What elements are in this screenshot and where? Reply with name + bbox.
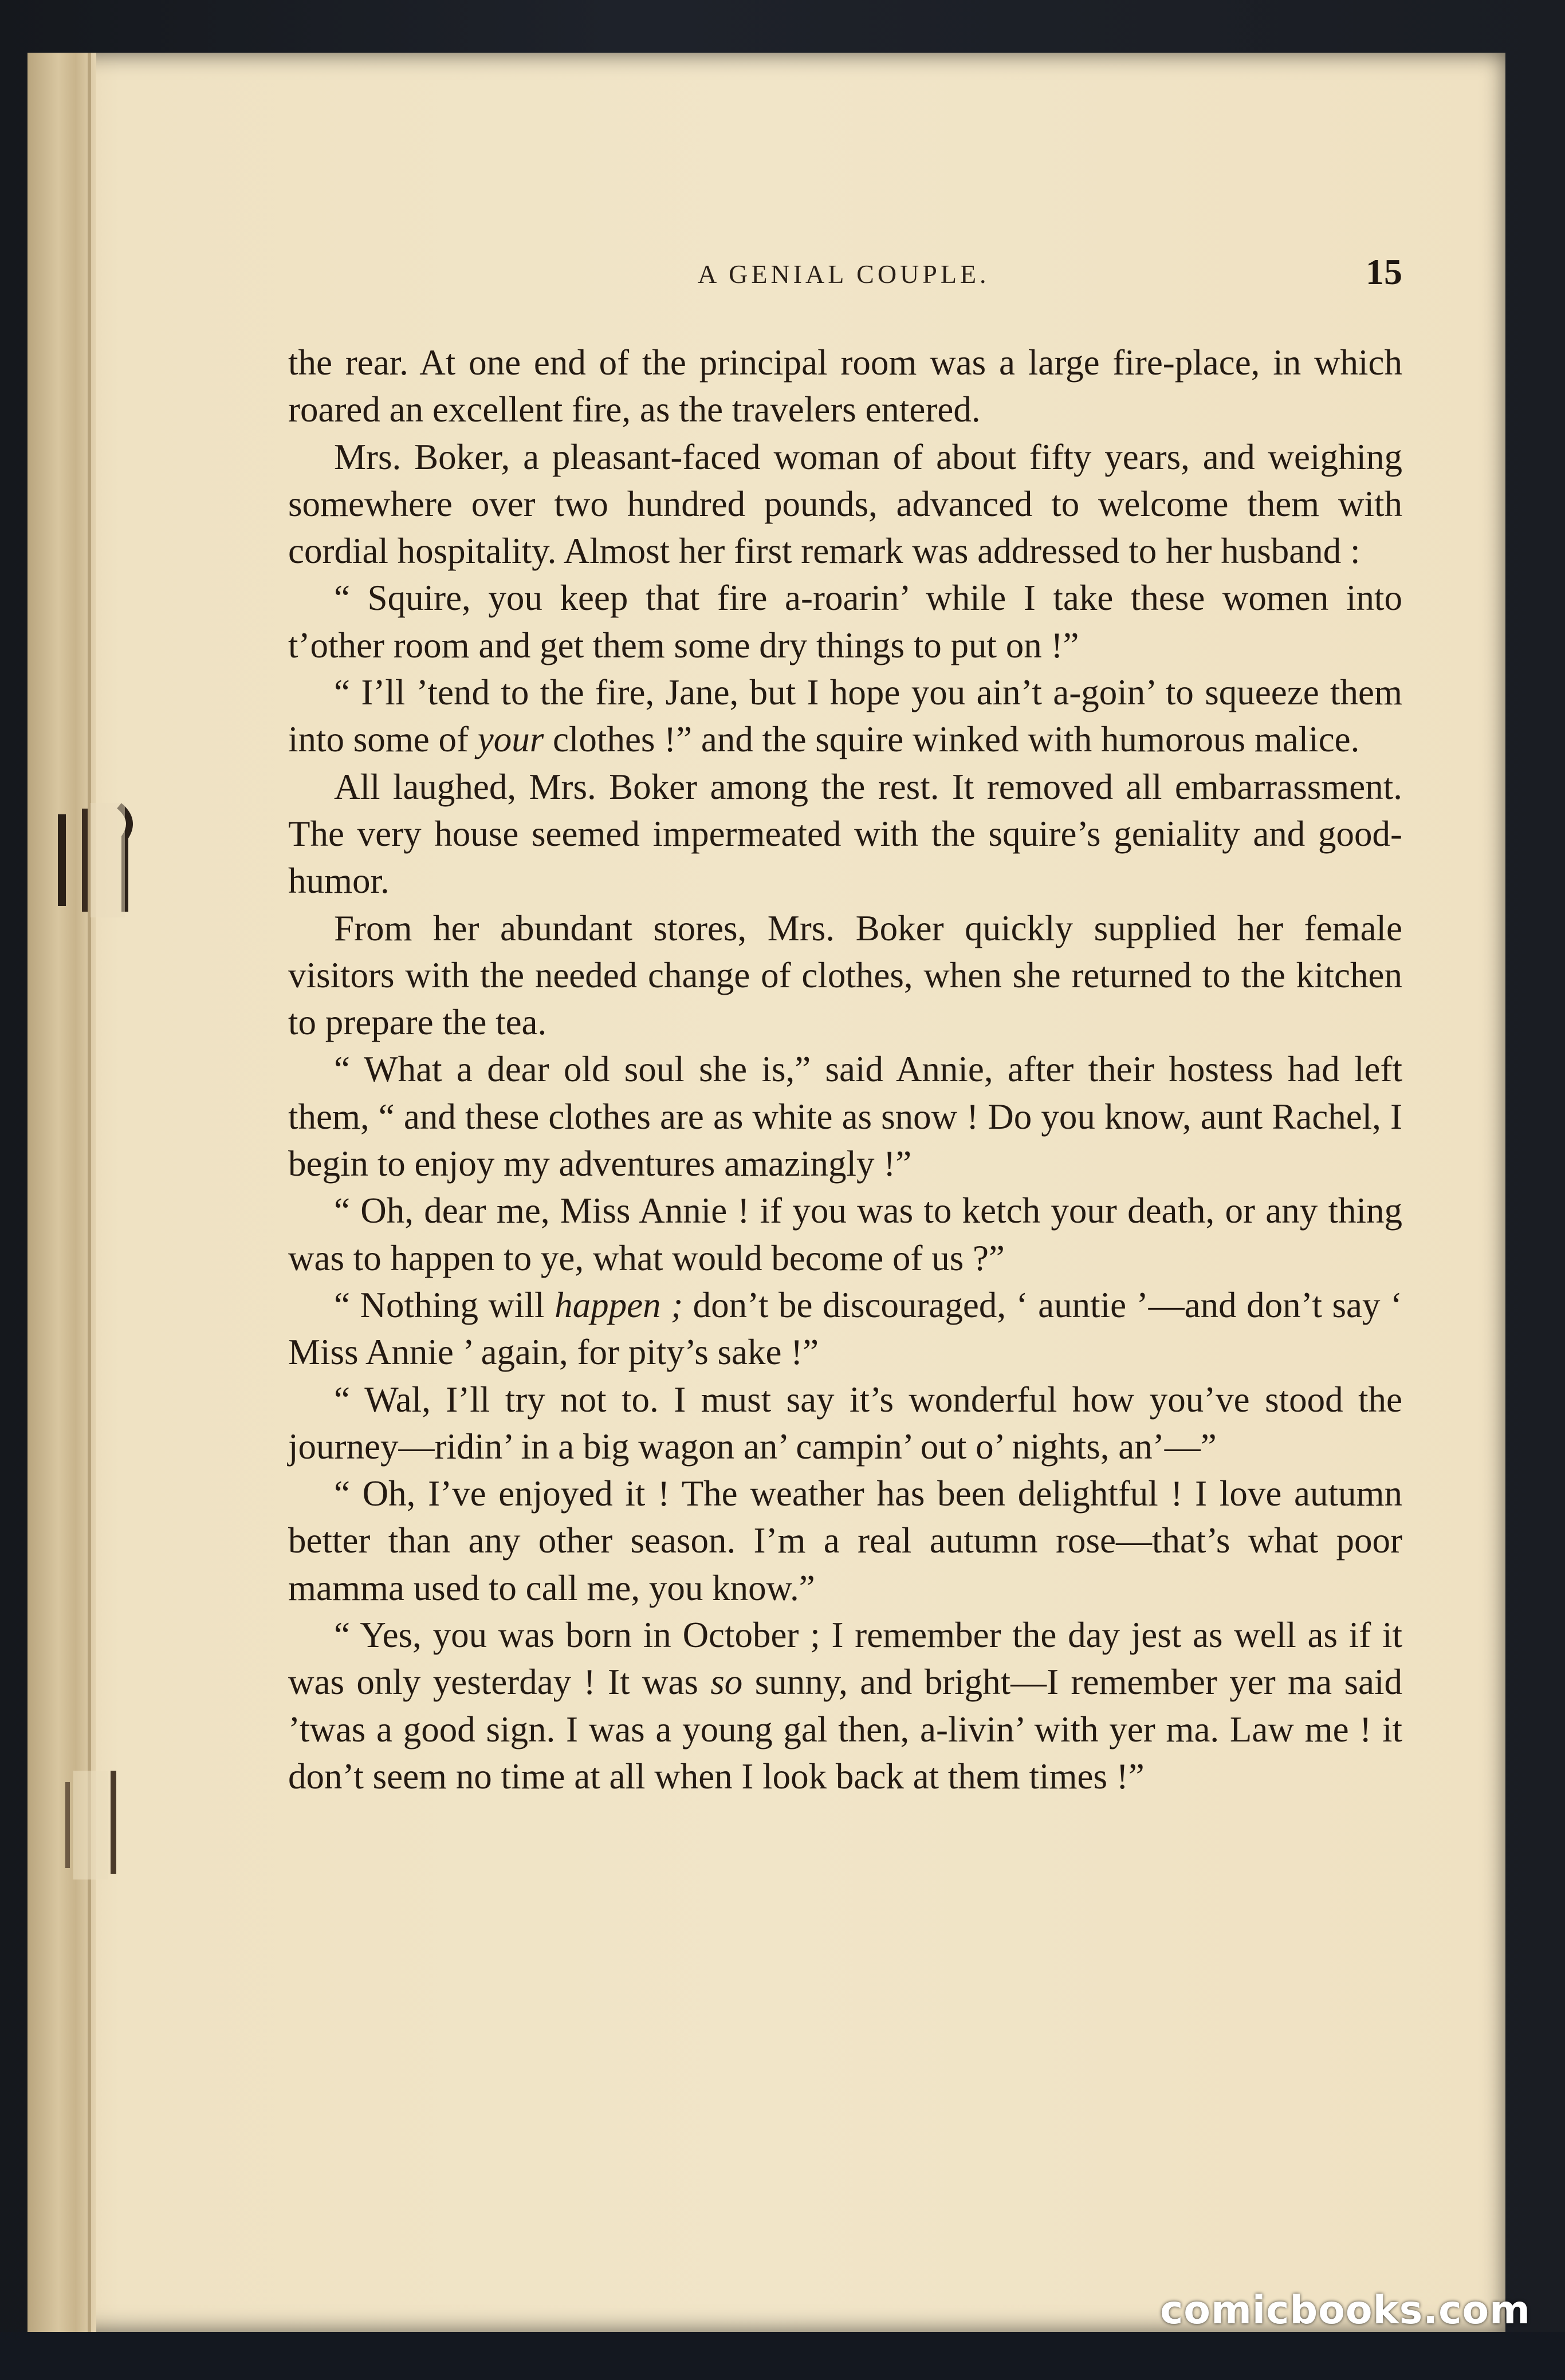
paragraph xyxy=(288,905,1402,1046)
italic-text: your xyxy=(477,719,544,760)
paragraph xyxy=(288,1187,1402,1282)
text-run: the rear. At one end of the principal room was a large fire-place, in which roared an excellent fire, as the travelers entered. xyxy=(288,342,1402,430)
page-number: 15 xyxy=(1366,251,1402,292)
text-run: Mrs. Boker, a pleasant-faced woman of about fifty years, and weighing somewhere over two hundred pounds, advanced to welcome them with cordial hospitality. Almost her first remark was addressed to her husband : xyxy=(288,436,1402,572)
paragraph xyxy=(288,1376,1402,1471)
paragraph xyxy=(288,669,1402,763)
text-run: All laughed, Mrs. Boker among the rest. It removed all embarrassment. The very house seemed impermeated with the squire’s geniality and good-humor. xyxy=(288,766,1402,901)
paragraph xyxy=(288,1611,1402,1800)
text-run: “ Yes, you was born in October ; I remember the day jest as well as if it was only yesterday ! It was xyxy=(288,1615,1402,1703)
text-run: “ Wal, I’ll try not to. I must say it’s wonderful how you’ve stood the journey—ridin’ in a big wagon an’ campin’ out o’ nights, an’—” xyxy=(288,1379,1402,1467)
book-page xyxy=(27,53,1505,2332)
binding-stitch-mark xyxy=(50,1759,142,1879)
text-run: “ Squire, you keep that fire a-roarin’ while I take these women into t’other room and get them some dry things to put on !” xyxy=(288,578,1402,665)
paragraph xyxy=(288,1046,1402,1187)
text-run: “ Oh, I’ve enjoyed it ! The weather has been delightful ! I love autumn better than any other season. I’m a real autumn rose—that’s what poor mamma used to call me, you know.” xyxy=(288,1473,1402,1608)
paragraph xyxy=(288,763,1402,905)
page-header xyxy=(285,251,1402,299)
paragraph xyxy=(288,1470,1402,1611)
page-spine xyxy=(27,53,96,2332)
italic-text: happen ; xyxy=(555,1284,683,1325)
text-run: “ I’ll ’tend to the fire, Jane, but I hope you ain’t a-goin’ to squeeze them into some of xyxy=(288,672,1402,760)
text-run: “ What a dear old soul she is,” said Annie, after their hostess had left them, “ and these clothes are as white as snow ! Do you know, aunt Rachel, I begin to enjoy my adventures amazingly !” xyxy=(288,1049,1402,1184)
paragraph xyxy=(288,1282,1402,1376)
watermark-text: comicbooks.com xyxy=(1159,2288,1531,2333)
body-text xyxy=(288,339,1402,1800)
text-run: sunny, and bright—I remember yer ma said ’twas a good sign. I was a young gal then, a-livin’ with yer ma. Law me ! it don’t seem no time at all when I look back at them times !” xyxy=(288,1662,1402,1796)
paragraph xyxy=(288,339,1402,434)
text-run: clothes !” and the squire winked with humorous malice. xyxy=(544,719,1360,760)
text-run: “ Nothing will xyxy=(334,1284,555,1325)
paragraph xyxy=(288,434,1402,575)
paragraph xyxy=(288,574,1402,669)
running-title: A GENIAL COUPLE. xyxy=(698,259,990,289)
spine-fold-line xyxy=(88,53,91,2332)
italic-text: so xyxy=(710,1662,743,1703)
binding-stitch-mark xyxy=(50,797,142,917)
text-run: don’t be discouraged, ‘ auntie ’—and don’t say ‘ Miss Annie ’ again, for pity’s sake !” xyxy=(288,1284,1402,1373)
text-run: From her abundant stores, Mrs. Boker quickly supplied her female visitors with the needed change of clothes, when she returned to the kitchen to prepare the tea. xyxy=(288,908,1402,1043)
scanner-bottom-edge xyxy=(0,2332,1565,2380)
text-run: “ Oh, dear me, Miss Annie ! if you was to ketch your death, or any thing was to happen to ye, what would become of us ?” xyxy=(288,1191,1402,1278)
